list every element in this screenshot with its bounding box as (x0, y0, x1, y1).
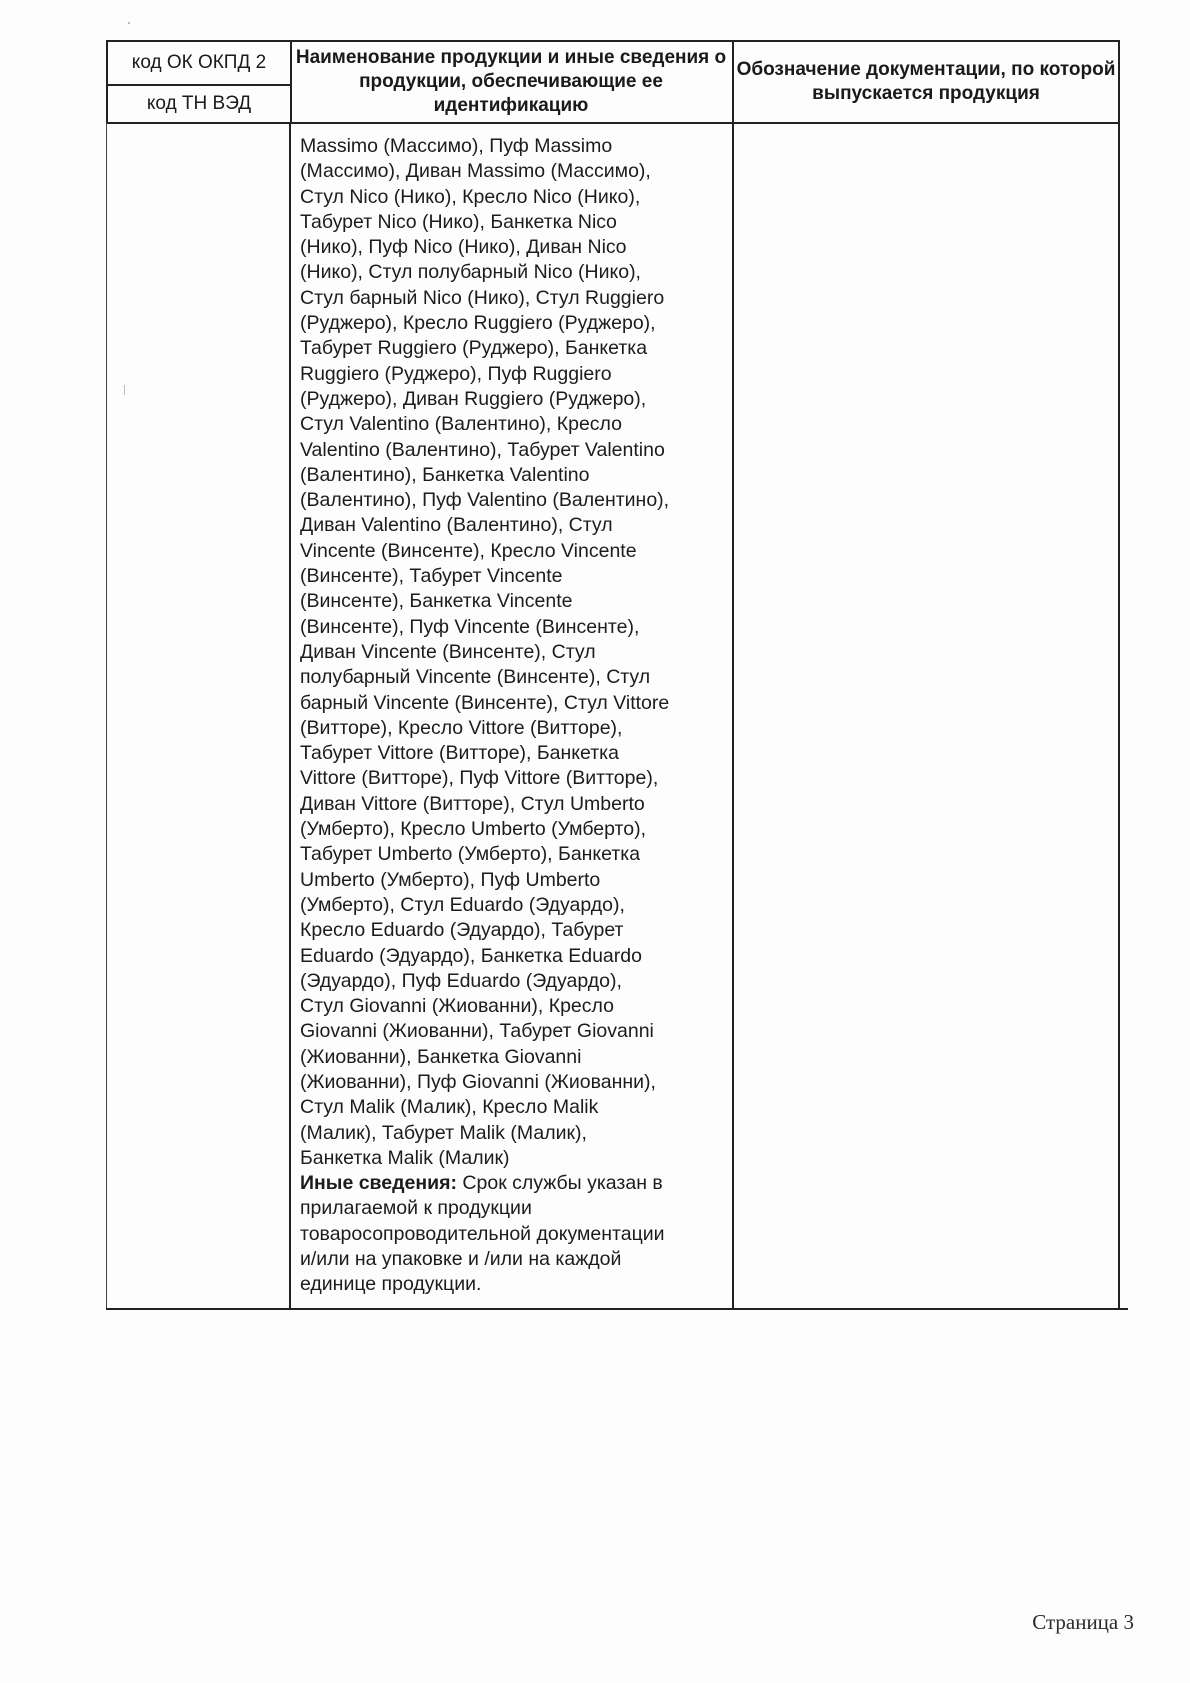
header-product-name (290, 40, 734, 124)
other-info-label: Иные сведения: (300, 1172, 457, 1195)
header-documentation-text: Обозначение документации, по которой выпускается продукция (736, 59, 1116, 104)
other-info-text: Срок службы указан в прилагаемой к продукции товаросопроводительной документации и/или на упаковке и /или на каждой единице продукции. (300, 1172, 665, 1296)
table-row (106, 122, 1128, 1310)
product-description-cell (290, 122, 734, 1308)
documentation-cell (734, 122, 1120, 1308)
header-okpd-code: код ОК ОКПД 2 (108, 42, 290, 86)
header-product-name-text: Наименование продукции и иные сведения о продукции, обеспечивающие ее идентификацию (295, 47, 727, 116)
product-list-text: Massimo (Массимо), Пуф Massimo (Массимо), Диван Massimo (Массимо), Стул Nico (Нико), Кресло Nico (Нико), Табурет Nico (Нико), Банкетка Nico (Нико), Пуф Nico (Нико), Диван Nico (Нико), Стул полубарный Nico (Нико), Стул барный Nico (Нико), Стул Ruggiero (Руджеро), Кресло Ruggiero (Руджеро), Табурет Ruggiero (Руджеро), Банкетка Ruggiero (Руджеро), Пуф Ruggiero (Руджеро), Диван Ruggiero (Руджеро), Стул Valentino (Валентино), Кресло Valentino (Валентино), Табурет Valentino (Валентино), Банкетка Valentino (Валентино), Пуф Valentino (Валентино), Диван Valentino (Валентино), Стул Vincente (Винсенте), Кресло Vincente (Винсенте), Табурет Vincente (Винсенте), Банкетка Vincente (Винсенте), Пуф Vincente (Винсенте), Диван Vincente (Винсенте), Стул полубарный Vincente (Винсенте), Стул барный Vincente (Винсенте), Стул Vittore (Витторе), Кресло Vittore (Витторе), Табурет Vittore (Витторе), Банкетка Vittore (Витторе), Пуф Vittore (Витторе), Диван Vittore (Витторе), Стул Umberto (Умберто), Кресло Umberto (Умберто), Табурет Umberto (Умберто), Банкетка Umberto (Умберто), Пуф Umberto (Умберто), Стул Eduardo (Эдуардо), Кресло Eduardo (Эдуардо), Табурет Eduardo (Эдуардо), Банкетка Eduardo (Эдуардо), Пуф Eduardo (Эдуардо), Стул Giovanni (Жиованни), Кресло Giovanni (Жиованни), Табурет Giovanni (Жиованни), Банкетка Giovanni (Жиованни), Пуф Giovanni (Жиованни), Стул Malik (Малик), Кресло Malik (Малик), Табурет Malik (Малик), Банкетка Malik (Малик) (300, 135, 670, 1169)
header-tn-ved-code: код ТН ВЭД (146, 93, 252, 114)
page-number: Страница 3 (1032, 1610, 1134, 1634)
codes-cell (106, 122, 291, 1308)
scan-speck (128, 22, 130, 24)
product-description (300, 134, 730, 1298)
header-documentation (734, 40, 1120, 124)
header-codes (106, 40, 292, 124)
